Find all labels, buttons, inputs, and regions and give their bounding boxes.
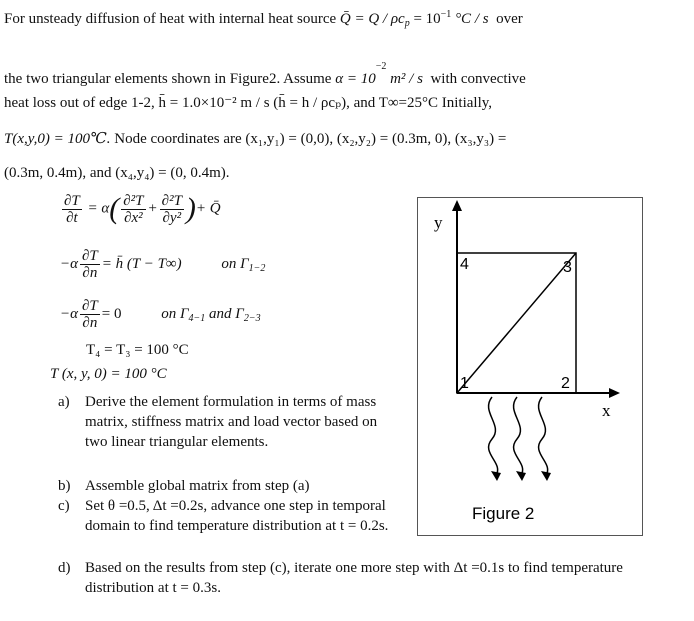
node-coords: Node coordinates are (x₁,y₁) = (0,0), (x₂,y₂) = (0.3m, 0), (x₃,y₃) = — [110, 131, 507, 147]
node-1-label: 1 — [460, 375, 469, 392]
task-b — [58, 476, 403, 496]
heat-loss-arrows — [489, 397, 548, 475]
problem-line-1 — [4, 6, 523, 33]
eq3-sub2: 2−3 — [243, 312, 261, 324]
source-term: Q̄ = Q / ρc — [339, 11, 405, 27]
mesh-diagonal — [457, 253, 576, 393]
node-2-label: 2 — [561, 375, 570, 392]
problem-text: over — [496, 11, 523, 27]
alpha-exp: −2 — [375, 61, 387, 72]
initial-condition-eq — [50, 366, 167, 383]
eq1-t2-num: ∂²T — [161, 192, 182, 209]
figure-caption: Figure 2 — [472, 504, 535, 523]
eq5-text: T (x, y, 0) = 100 °C — [50, 366, 167, 382]
problem-text: with convective — [430, 71, 526, 87]
task-text: Set θ =0.5, Δt =0.2s, advance one step in temporal domain to find temperature distribution at t = 0.2s. — [85, 498, 389, 534]
node-3-label: 3 — [563, 259, 572, 276]
dirichlet-bc: T₄ = T₃ = 100 °C — [86, 342, 189, 358]
eq1-t2-den: ∂y² — [162, 209, 182, 226]
eq2-den: ∂n — [82, 265, 98, 281]
eq1-alpha: = α — [87, 200, 110, 217]
task-label: d) — [58, 560, 71, 576]
eq3-den: ∂n — [82, 315, 98, 331]
source-sub: p — [404, 18, 410, 29]
wavy-arrow-1 — [489, 397, 498, 475]
task-label: a) — [58, 394, 70, 410]
wavy-arrow-3 — [539, 397, 548, 475]
source-unit: °C / s — [451, 11, 489, 27]
eq3-minus: −α — [60, 305, 78, 322]
task-c — [58, 496, 403, 558]
eq1-source: + Q̄ — [195, 200, 221, 217]
source-value: = 10 — [409, 11, 441, 27]
problem-line-4 — [4, 130, 506, 148]
eq1-t1-num: ∂²T — [123, 192, 144, 209]
eq2-num: ∂T — [82, 248, 98, 264]
source-exp: −1 — [440, 9, 452, 20]
problem-line-3: heat loss out of edge 1-2, h̄ = 1.0×10⁻² m / s (h̄ = h / ρcₚ), and T∞=25°C Initially, — [4, 95, 493, 111]
eq3-and: and Γ — [205, 305, 244, 322]
figure-border — [418, 198, 643, 536]
task-label: b) — [58, 478, 71, 494]
task-text: Based on the results from step (c), iterate one more step with Δt =0.1s to find temperature distribution at t = 0.3s. — [85, 560, 623, 596]
alpha-unit: m² / s — [390, 71, 423, 87]
insulated-bc — [60, 298, 261, 331]
problem-line-5: (0.3m, 0.4m), and (x₄,y₄) = (0, 0.4m). — [4, 165, 230, 181]
governing-equation: $\frac{\partial T}{\partial t}$ = α( $\frac{\text{∂²T}}{\text{∂x²}}$ + $\frac{\text{∂²T}}{\text{∂y²}}$ )+ Q̄ — [64, 192, 221, 226]
arrowhead-3 — [541, 471, 551, 481]
eq2-on: on Γ — [221, 255, 249, 272]
eq3-num: ∂T — [82, 298, 98, 314]
convective-bc — [60, 248, 265, 281]
initial-condition: T(x,y,0) = 100℃. — [4, 131, 111, 147]
eq1-lhs-den: ∂t — [66, 209, 78, 226]
eq2-sub: 1−2 — [248, 262, 266, 274]
eq3-sub1: 4−1 — [188, 312, 206, 324]
task-d — [58, 558, 658, 600]
eq3-on: on Γ — [161, 305, 189, 322]
node-4-label: 4 — [460, 256, 469, 273]
arrowhead-1 — [491, 471, 501, 481]
problem-text: the two triangular elements shown in Figure2. Assume — [4, 71, 332, 87]
task-label: c) — [58, 498, 70, 514]
y-axis-arrow — [452, 200, 462, 211]
task-a — [58, 392, 403, 476]
x-axis-label: x — [602, 401, 611, 420]
alpha-value: α = 10 — [335, 71, 376, 87]
figure-2 — [417, 197, 643, 536]
task-text: Assemble global matrix from step (a) — [85, 478, 310, 494]
problem-line-2 — [4, 58, 526, 88]
eq3-rhs: = 0 — [101, 305, 122, 322]
wavy-arrow-2 — [514, 397, 523, 475]
eq1-t1-den: ∂x² — [124, 209, 143, 226]
eq2-rhs: = h̄ (T − T∞) — [101, 255, 182, 272]
x-axis-arrow — [609, 388, 620, 398]
problem-text: For unsteady diffusion of heat with internal heat source — [4, 11, 337, 27]
eq2-minus: −α — [60, 255, 78, 272]
eq1-lhs-num: ∂T — [64, 192, 80, 209]
task-text: Derive the element formulation in terms of mass matrix, stiffness matrix and load vector based on two linear triangular elements. — [85, 394, 378, 450]
eq1-plus: + — [147, 200, 158, 217]
arrowhead-2 — [516, 471, 526, 481]
y-axis-label: y — [434, 213, 443, 232]
